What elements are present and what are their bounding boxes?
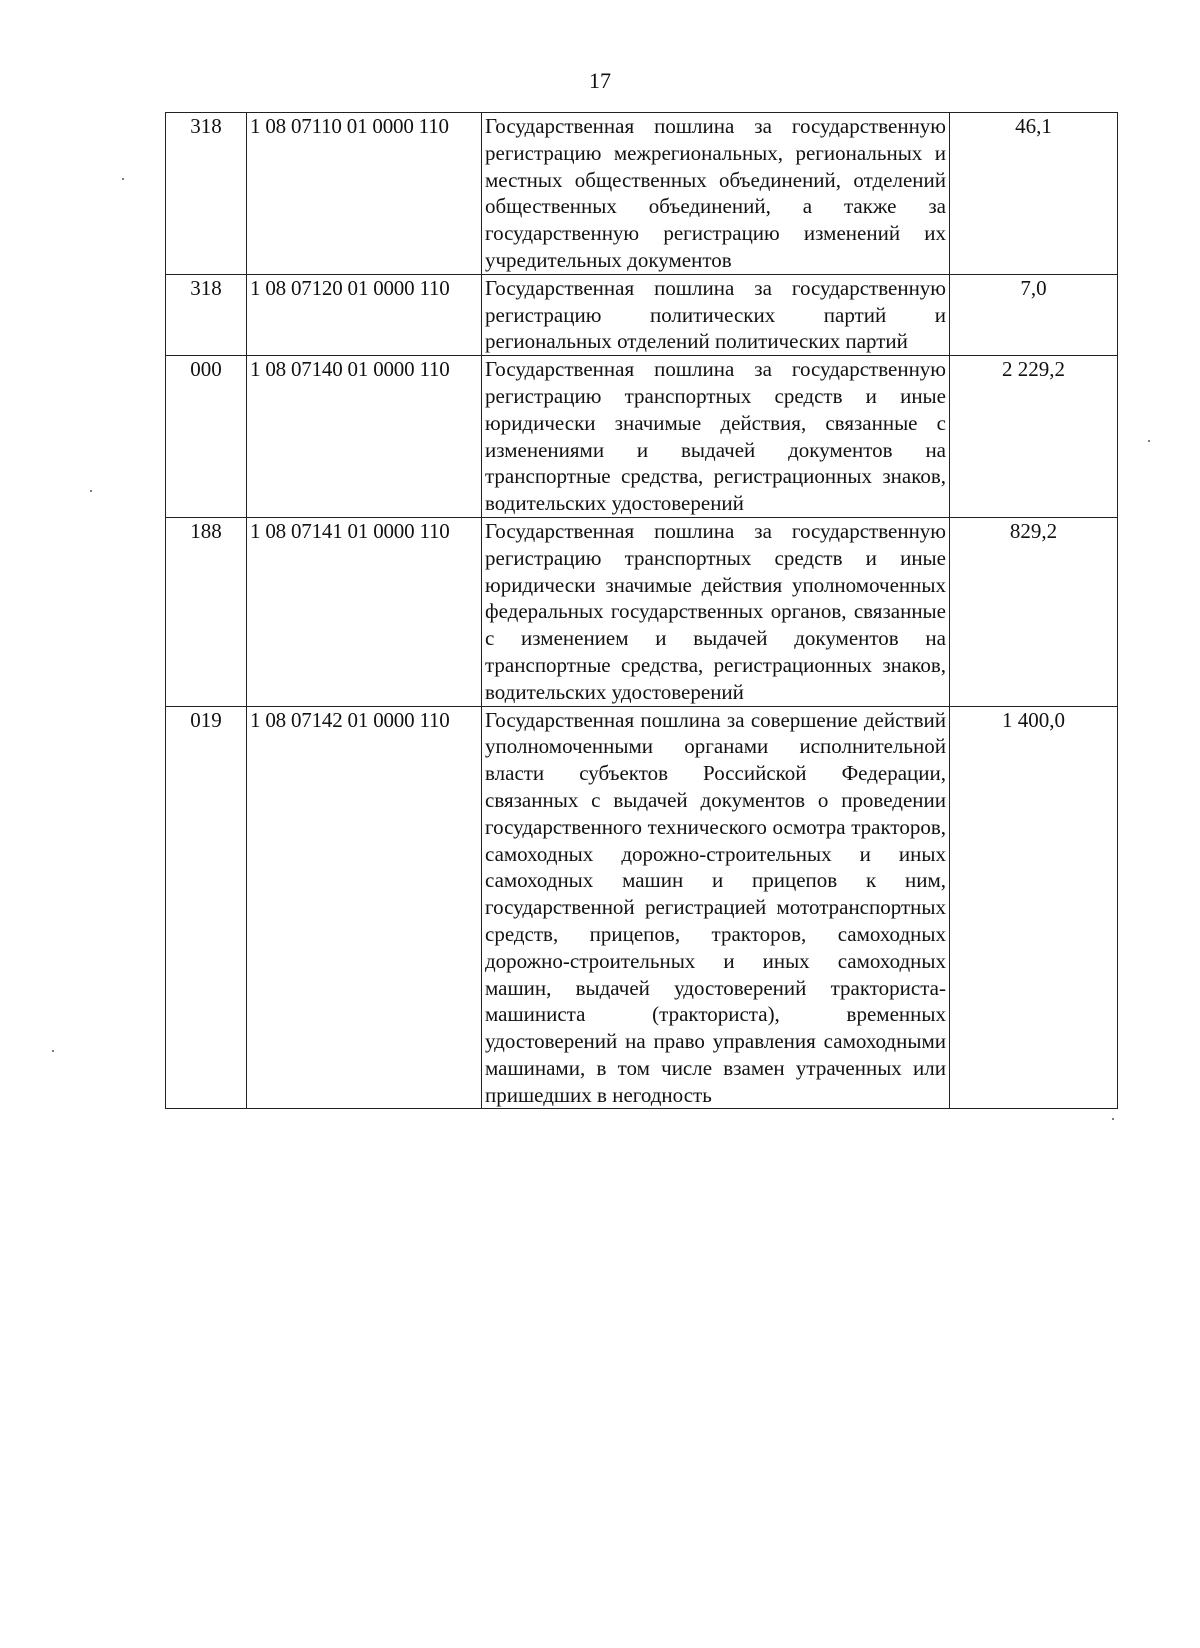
budget-classification-code-cell: 1 08 07120 01 0000 110 xyxy=(247,274,482,355)
table-row xyxy=(166,113,1118,275)
administrator-code-cell: 318 xyxy=(166,274,247,355)
amount-cell: 7,0 xyxy=(950,274,1118,355)
table-row xyxy=(166,517,1118,706)
scan-speck xyxy=(52,1050,54,1052)
amount-cell: 1 400,0 xyxy=(950,706,1118,1109)
budget-classification-code-cell: 1 08 07140 01 0000 110 xyxy=(247,356,482,518)
administrator-code-cell: 000 xyxy=(166,356,247,518)
scan-speck xyxy=(122,178,124,180)
amount-cell: 2 229,2 xyxy=(950,356,1118,518)
scan-speck xyxy=(1148,440,1150,442)
scan-speck xyxy=(90,490,92,492)
administrator-code-cell: 019 xyxy=(166,706,247,1109)
revenue-name-cell: Государственная пошлина за государственную регистрацию межрегиональных, региональных и местных общественных объединений, отделений общественных объединений, а также за государственную регистрацию изменений их учредительных документов xyxy=(482,113,950,275)
revenue-name-cell: Государственная пошлина за государственную регистрацию политических партий и региональных отделений политических партий xyxy=(482,274,950,355)
table-row xyxy=(166,706,1118,1109)
amount-cell: 46,1 xyxy=(950,113,1118,275)
budget-classification-code-cell: 1 08 07110 01 0000 110 xyxy=(247,113,482,275)
revenue-name-cell: Государственная пошлина за государственную регистрацию транспортных средств и иные юридически значимые действия уполномоченных федеральных государственных органов, связанные с изменением и выдачей документов на транспортные средства, регистрационных знаков, водительских удостоверений xyxy=(482,517,950,706)
budget-classification-code-cell: 1 08 07142 01 0000 110 xyxy=(247,706,482,1109)
table-row xyxy=(166,274,1118,355)
budget-classification-code-cell: 1 08 07141 01 0000 110 xyxy=(247,517,482,706)
revenue-name-cell: Государственная пошлина за государственную регистрацию транспортных средств и иные юридически значимые действия, связанные с изменениями и выдачей документов на транспортные средства, регистрационных знаков, водительских удостоверений xyxy=(482,356,950,518)
amount-cell: 829,2 xyxy=(950,517,1118,706)
administrator-code-cell: 318 xyxy=(166,113,247,275)
revenue-name-cell: Государственная пошлина за совершение действий уполномоченными органами исполнительной власти субъектов Российской Федерации, связанных с выдачей документов о проведении государственного технического осмотра тракторов, самоходных дорожно-строительных и иных самоходных машин и прицепов к ним, государственной регистрацией мототранспортных средств, прицепов, тракторов, самоходных дорожно-строительных и иных самоходных машин, выдачей удостоверений тракториста-машиниста (тракториста), временных удостоверений на право управления самоходными машинами, в том числе взамен утраченных или пришедших в негодность xyxy=(482,706,950,1109)
table-row xyxy=(166,356,1118,518)
revenue-table-body xyxy=(166,113,1118,1109)
administrator-code-cell: 188 xyxy=(166,517,247,706)
scan-speck xyxy=(1112,1118,1114,1120)
page-number: 17 xyxy=(589,68,611,93)
revenue-table xyxy=(165,112,1118,1109)
